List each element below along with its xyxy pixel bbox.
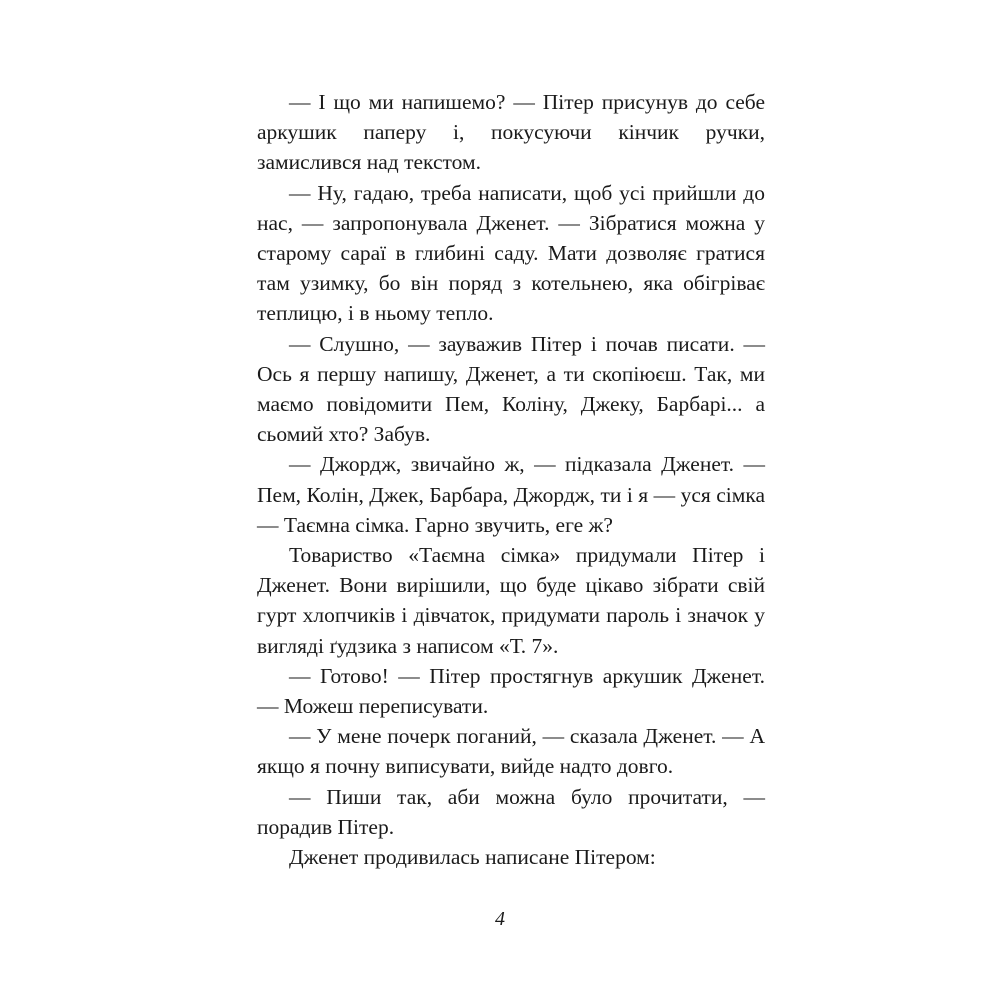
page-number: 4 [495, 908, 505, 930]
paragraph: — У мене почерк поганий, — сказала Дженет. — А якщо я почну виписувати, вийде надто довго. [257, 724, 765, 779]
paragraph: — Пиши так, аби можна було прочитати, — порадив Пітер. [257, 784, 765, 839]
body-text [257, 87, 765, 872]
paragraph: — Слушно, — зауважив Пітер і почав писати. — Ось я першу напишу, Дженет, а ти скопіюєш. Так, ми маємо повідомити Пем, Коліну, Джеку, Барбарі... а сьомий хто? Забув. [257, 331, 765, 447]
paragraph: Товариство «Таємна сімка» придумали Пітер і Дженет. Вони вирішили, що буде цікаво зібрати свій гурт хлопчиків і дівчаток, придумати пароль і значок у вигляді ґудзика з написом «Т. 7». [257, 543, 765, 658]
paragraph: — Ну, гадаю, треба написати, щоб усі прийшли до нас, — запропонувала Дженет. — Зібратися можна у старому сараї в глибині саду. Мати дозволяє гратися там узимку, бо він поряд з котельнею, яка обігріває теплицю, і в ньому тепло. [257, 180, 765, 326]
paragraph: Дженет продивилась написане Пітером: [289, 845, 656, 870]
paragraph: — Готово! — Пітер простягнув аркушик Дженет. — Можеш переписувати. [257, 663, 765, 719]
paragraph: — І що ми напишемо? — Пітер присунув до себе аркушик паперу і, покусуючи кінчик ручки, замислився над текстом. [257, 90, 765, 175]
paragraph: — Джордж, звичайно ж, — підказала Дженет. — Пем, Колін, Джек, Барбара, Джордж, ти і я — уся сімка — Таємна сімка. Гарно звучить, еге ж? [257, 452, 765, 537]
